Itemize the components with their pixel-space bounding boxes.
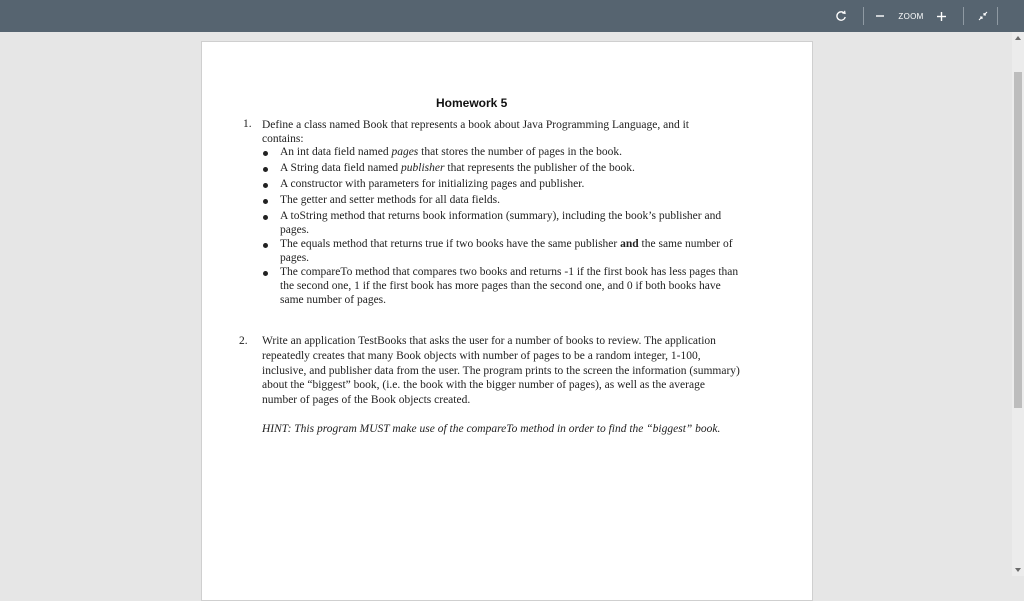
bullet-dot bbox=[263, 151, 268, 156]
question-number: 2. bbox=[239, 335, 248, 347]
list-item: A constructor with parameters for initializing pages and publisher. bbox=[280, 178, 585, 190]
zoom-out-icon[interactable] bbox=[873, 0, 887, 32]
vertical-scrollbar[interactable] bbox=[1012, 32, 1024, 576]
question-number: 1. bbox=[243, 118, 252, 130]
list-item: An int data field named pages that stores the number of pages in the book. bbox=[280, 146, 623, 158]
scroll-up-icon[interactable] bbox=[1015, 36, 1021, 40]
bullet-dot bbox=[263, 215, 268, 220]
refresh-icon[interactable] bbox=[830, 0, 852, 32]
list-item: The equals method that returns true if two books have the same publisher and the same number of pages. bbox=[280, 238, 733, 264]
list-item: A String data field named publisher that represents the publisher of the book. bbox=[280, 162, 635, 174]
bullet-dot bbox=[263, 271, 268, 276]
toolbar-divider bbox=[963, 7, 964, 25]
question-2-text: Write an application TestBooks that asks the user for a number of books to review. The application repeatedly creates that many Book objects with number of pages to be a random integer, 1-100, inclusive, and publisher data from the user. The program prints to the screen the information (summary) about the “biggest” book, (i.e. the book with the bigger number of pages), as well as the average number of pages of the Book objects created. bbox=[262, 335, 740, 407]
hint-text: HINT: This program MUST make use of the compareTo method in order to find the “biggest” book. bbox=[262, 423, 721, 435]
list-item: The getter and setter methods for all data fields. bbox=[280, 194, 501, 206]
viewer-toolbar bbox=[0, 0, 1024, 32]
zoom-in-icon[interactable] bbox=[934, 0, 948, 32]
collapse-icon[interactable] bbox=[972, 0, 994, 32]
scroll-down-icon[interactable] bbox=[1015, 568, 1021, 572]
page-title: Homework 5 bbox=[436, 96, 508, 110]
bullet-dot bbox=[263, 243, 268, 248]
scroll-thumb[interactable] bbox=[1014, 72, 1022, 408]
list-item: The compareTo method that compares two books and returns -1 if the first book has less pages than the second one, 1 if the first book has more pages than the second one, and 0 if both books have same number of pages. bbox=[280, 266, 739, 306]
zoom-label: ZOOM bbox=[898, 11, 924, 21]
bullet-dot bbox=[263, 183, 268, 188]
toolbar-divider bbox=[997, 7, 998, 25]
toolbar-divider bbox=[863, 7, 864, 25]
document-page bbox=[201, 41, 813, 601]
question-1-intro: Define a class named Book that represents a book about Java Programming Language, and it contains: bbox=[262, 119, 689, 145]
bullet-dot bbox=[263, 167, 268, 172]
bullet-dot bbox=[263, 199, 268, 204]
list-item: A toString method that returns book information (summary), including the book’s publisher and pages. bbox=[280, 210, 722, 236]
